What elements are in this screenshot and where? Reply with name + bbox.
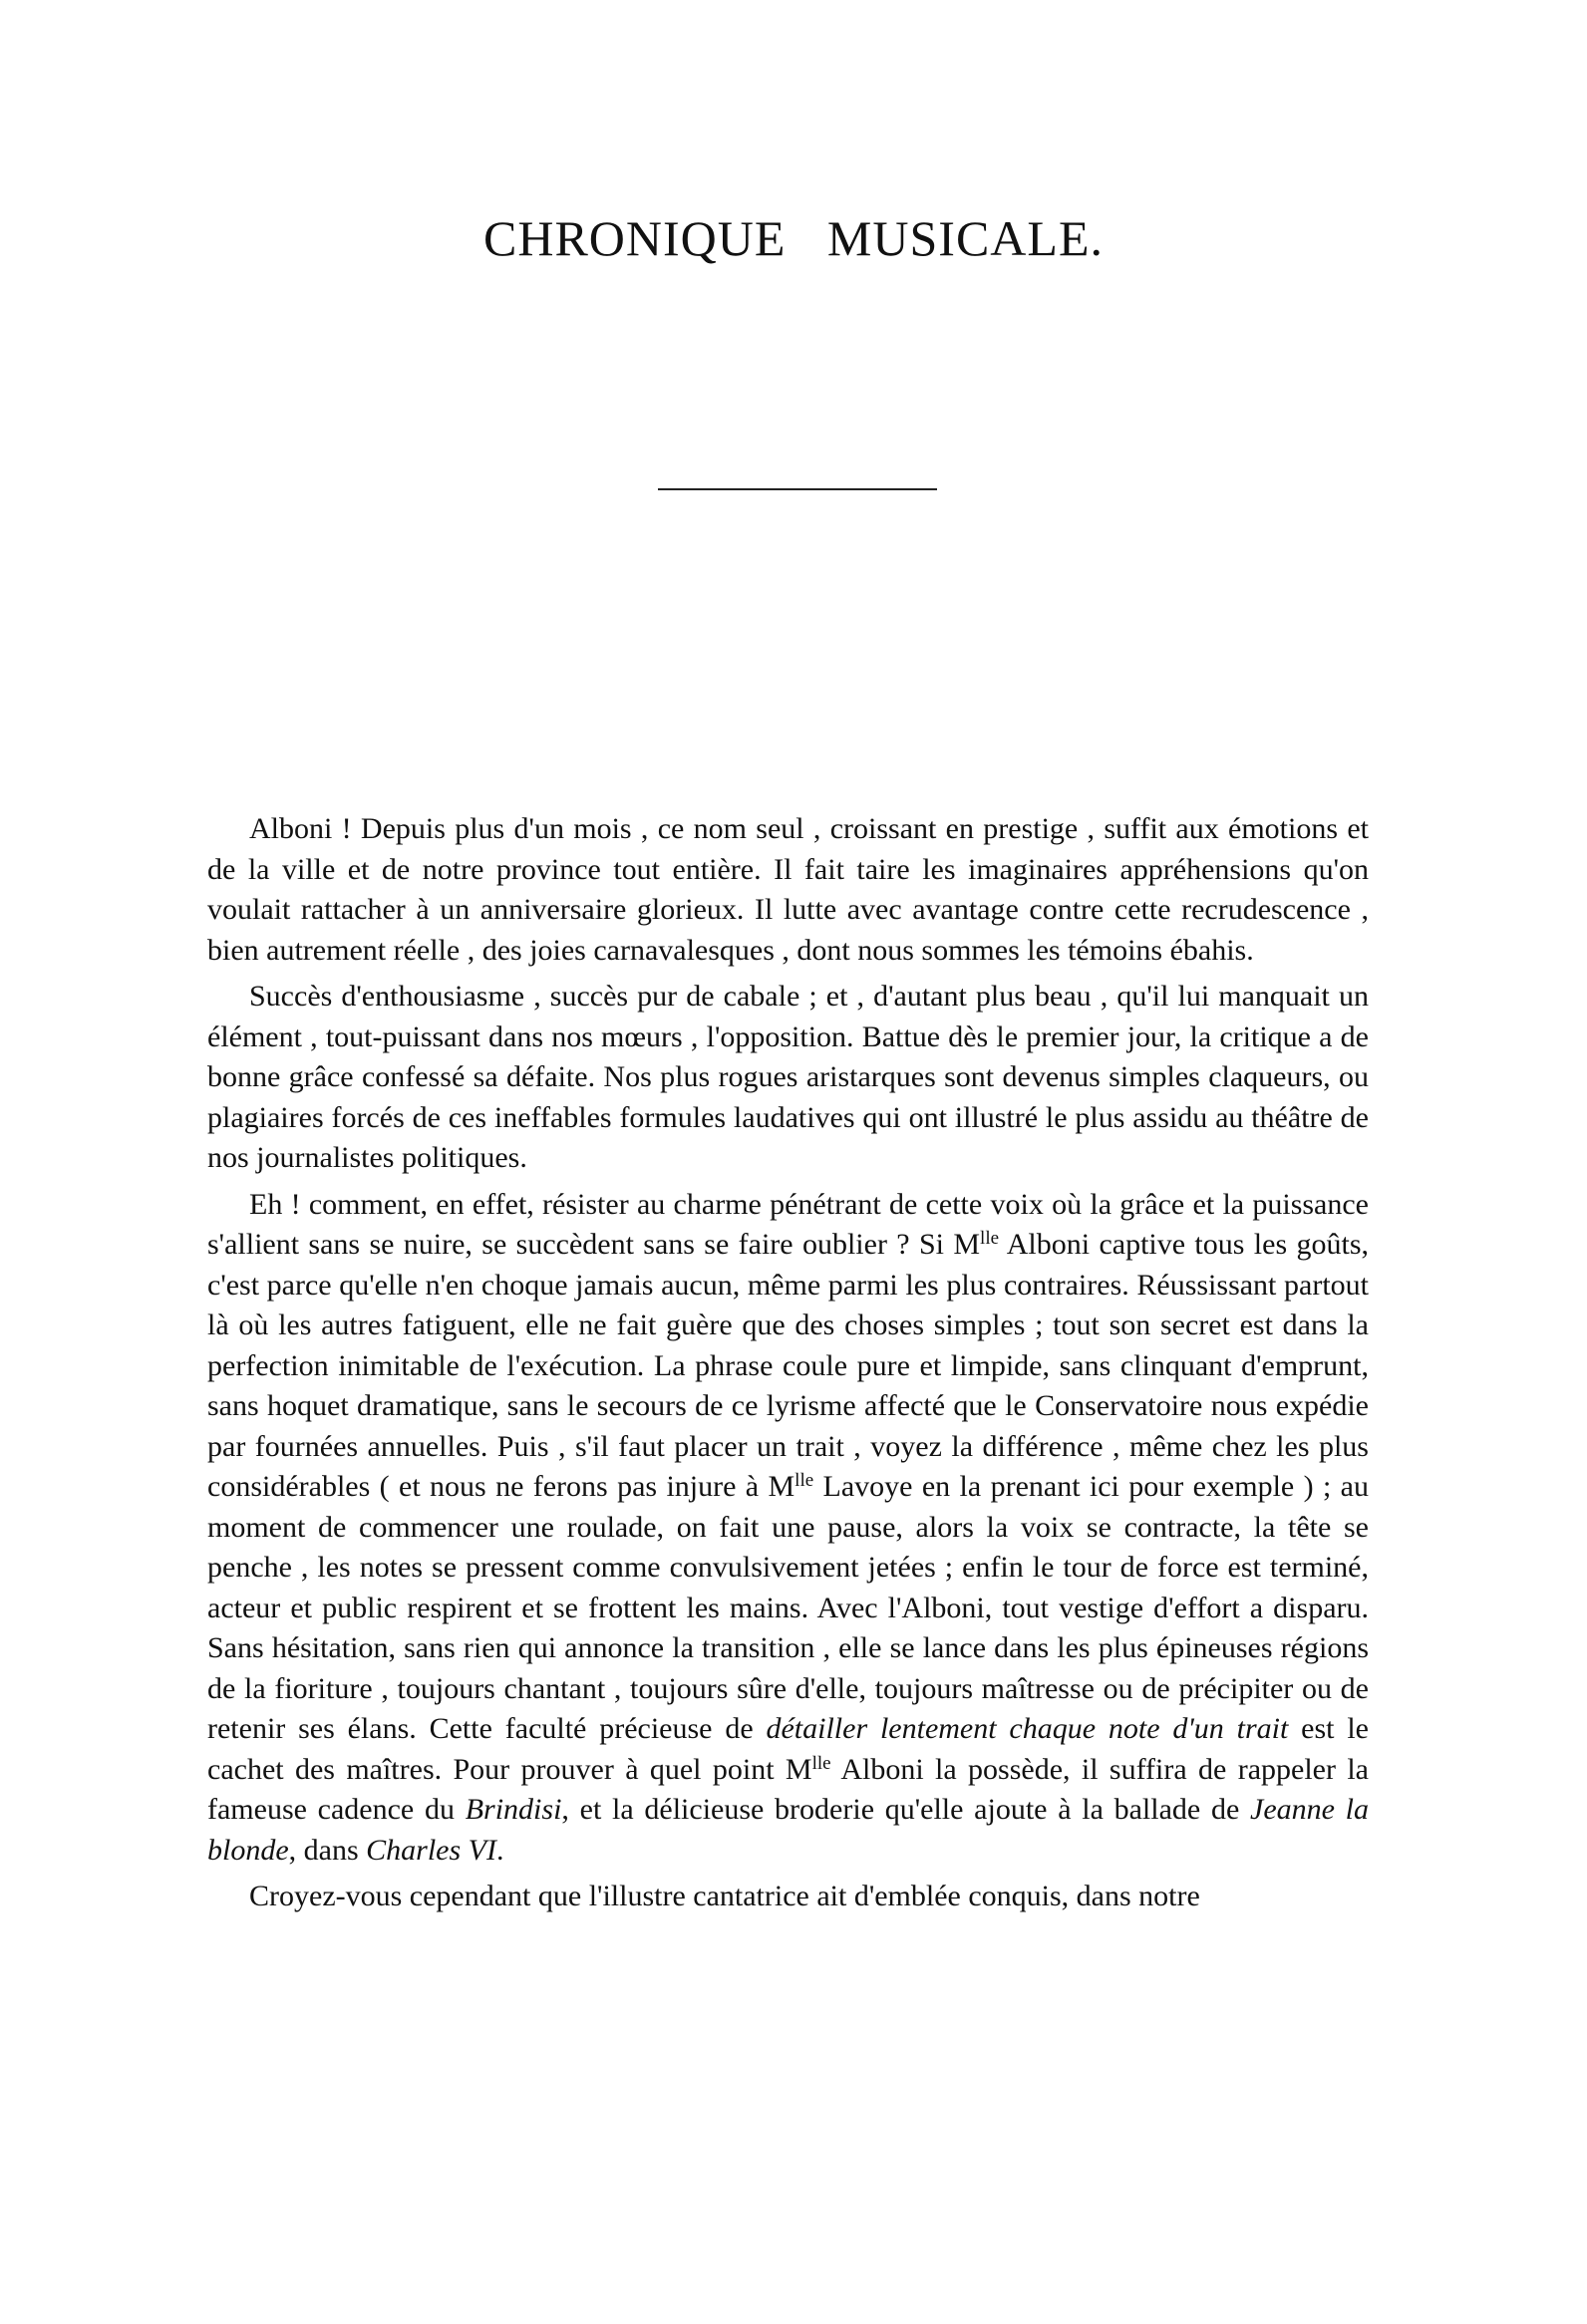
paragraph-2: Succès d'enthousiasme , succès pur de cabale ; et , d'autant plus beau , qu'il lui manquait un élément , tout-puissant dans nos mœurs , l'opposition. Battue dès le premier jour, la critique a de bonne grâce confessé sa défaite. Nos plus rogues aristarques sont devenus simples claqueurs, ou plagiaires forcés de ces ineffables formules laudatives qui ont illustré le plus assidu au théâtre de nos journalistes politiques.	[207, 980, 1369, 1174]
text-run: , dans	[288, 1833, 367, 1867]
text-run: Lavoye en la prenant ici pour exemple ) ; au moment de commencer une roulade, on fait une pause, alors la voix se contracte, la tête se penche , les notes se pressent comme convulsivement jetées ; enfin le tour de force est terminé, acteur et public respirent et se frottent les mains. Avec l'Alboni, tout vestige d'effort a disparu. Sans hésitation, sans rien qui annonce la transition , elle se lance dans les plus épineuses régions de la fioriture , toujours chantant , toujours sûre d'elle, toujours maîtresse ou de précipiter ou de retenir ses élans. Cette faculté précieuse de	[207, 1470, 1369, 1745]
italic-run: Brindisi	[465, 1793, 562, 1826]
text-run: Alboni captive tous les goûts, c'est parce qu'elle n'en choque jamais aucun, même parmi les plus contraires. Réussissant partout là où les autres fatiguent, elle ne fait guère que des choses simples ; tout son secret est dans la perfection inimitable de l'exécution. La phrase coule pure et limpide, sans clinquant d'emprunt, sans hoquet dramatique, sans le secours de ce lyrisme affecté que le Conservatoire nous expédie par fournées annuelles. Puis , s'il faut placer un trait , voyez la différence , même chez les plus considérables ( et nous ne ferons pas injure à M	[207, 1228, 1369, 1503]
text-run: Alboni la possède, il suffira de rappeler la fameuse cadence du	[207, 1752, 1370, 1826]
text-run: , et la délicieuse broderie qu'elle ajoute à la ballade de	[561, 1793, 1250, 1826]
paragraph-4: Croyez-vous cependant que l'illustre cantatrice ait d'emblée conquis, dans notre	[249, 1880, 1200, 1912]
paragraph-3	[207, 1185, 1369, 1872]
page-title: CHRONIQUE MUSICALE.	[483, 210, 1104, 266]
text-run: .	[495, 1833, 504, 1867]
superscript: lle	[811, 1752, 831, 1774]
superscript: lle	[980, 1228, 1000, 1249]
italic-run: Jeanne la blonde	[207, 1793, 1370, 1867]
italic-run: détailler lentement chaque note d'un trait	[766, 1712, 1289, 1745]
superscript: lle	[794, 1470, 814, 1491]
paragraph-1: Alboni ! Depuis plus d'un mois , ce nom seul , croissant en prestige , suffit aux émotions et de la ville et de notre province tout entière. Il fait taire les imaginaires appréhensions qu'on voulait rattacher à un anniversaire glorieux. Il lutte avec avantage contre cette recrudescence , bien autrement réelle , des joies carnavalesques , dont nous sommes les témoins ébahis.	[207, 812, 1369, 967]
article-body	[207, 809, 1369, 1923]
title-divider	[658, 488, 937, 490]
text-run: Eh ! comment, en effet, résister au charme pénétrant de cette voix où la grâce et la puissance s'allient sans se nuire, se succèdent sans se faire oublier ? Si M	[207, 1187, 1369, 1261]
text-run: est le cachet des maîtres. Pour prouver à quel point M	[207, 1712, 1370, 1786]
italic-run: Charles VI	[366, 1833, 496, 1867]
